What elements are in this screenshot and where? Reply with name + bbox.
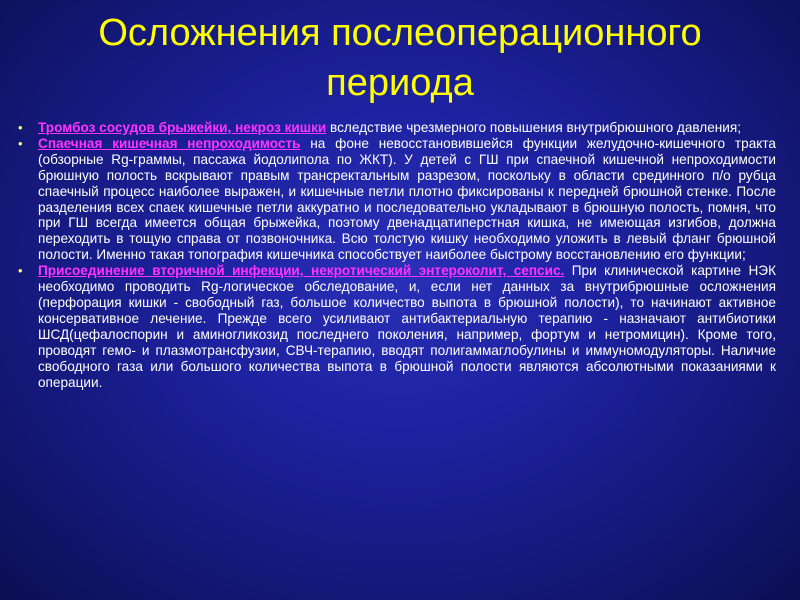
bullet-icon: •: [18, 120, 23, 135]
item-text: вследствие чрезмерного повышения внутрибрюшного давления;: [326, 120, 742, 135]
item-text: на фоне невосстановившейся функции желудочно-кишечного тракта (обзорные Rg-граммы, пассажа йодолипола по ЖКТ). У детей с ГШ при спаечной кишечной непроходимости брюшную полость вскрывают правым трансректальным разрезом, поскольку в области срединного п/о рубца спаечный процесс наиболее выражен, и кишечные петли плотно фиксированы к передней брюшной стенке. После разделения всех спаек кишечные петли аккуратно и последовательно укладывают в брюшную полость, помня, что при ГШ всегда имеется общая брыжейка, поэтому двенадцатиперстная кишка, не имеющая изгибов, должна переходить в тощую справа от позвоночника. Всю толстую кишку необходимо уложить в левый фланг брюшной полости. Именно такая топография кишечника способствует наиболее быстрому восстановлению его функции;: [38, 135, 776, 263]
item-lead: Спаечная кишечная непроходимость: [38, 135, 301, 151]
list-item: [18, 120, 776, 136]
item-lead: Тромбоз сосудов брыжейки, некроз кишки: [38, 120, 327, 135]
list-item: [18, 263, 776, 390]
list-item: [18, 136, 776, 263]
bullet-list: [18, 120, 776, 390]
bullet-icon: •: [18, 263, 23, 279]
slide-title: Осложнения послеоперационного периода: [98, 12, 702, 104]
bullet-icon: •: [18, 135, 23, 151]
item-lead: Присоединение вторичной инфекции, некротический энтероколит, сепсис.: [38, 263, 565, 279]
item-text: При клинической картине НЭК необходимо проводить Rg-логическое обследование, и, если нет данных за внутрибрюшные осложнения (перфорация кишки - свободный газ, большое количество выпота в брюшной полости), то начинают активное консервативное лечение. Прежде всего усиливают антибактериальную терапию - назначают антибиотики ШСД(цефалоспорин и аминогликозид последнего поколения, например, фортум и нетромицин). Кроме того, проводят гемо- и плазмотрансфузии, СВЧ-терапию, вводят полигаммаглобулины и иммуномодуляторы. Наличие свободного газа или большого количества выпота в брюшной полости являются абсолютными показаниями к операции.: [38, 263, 777, 390]
